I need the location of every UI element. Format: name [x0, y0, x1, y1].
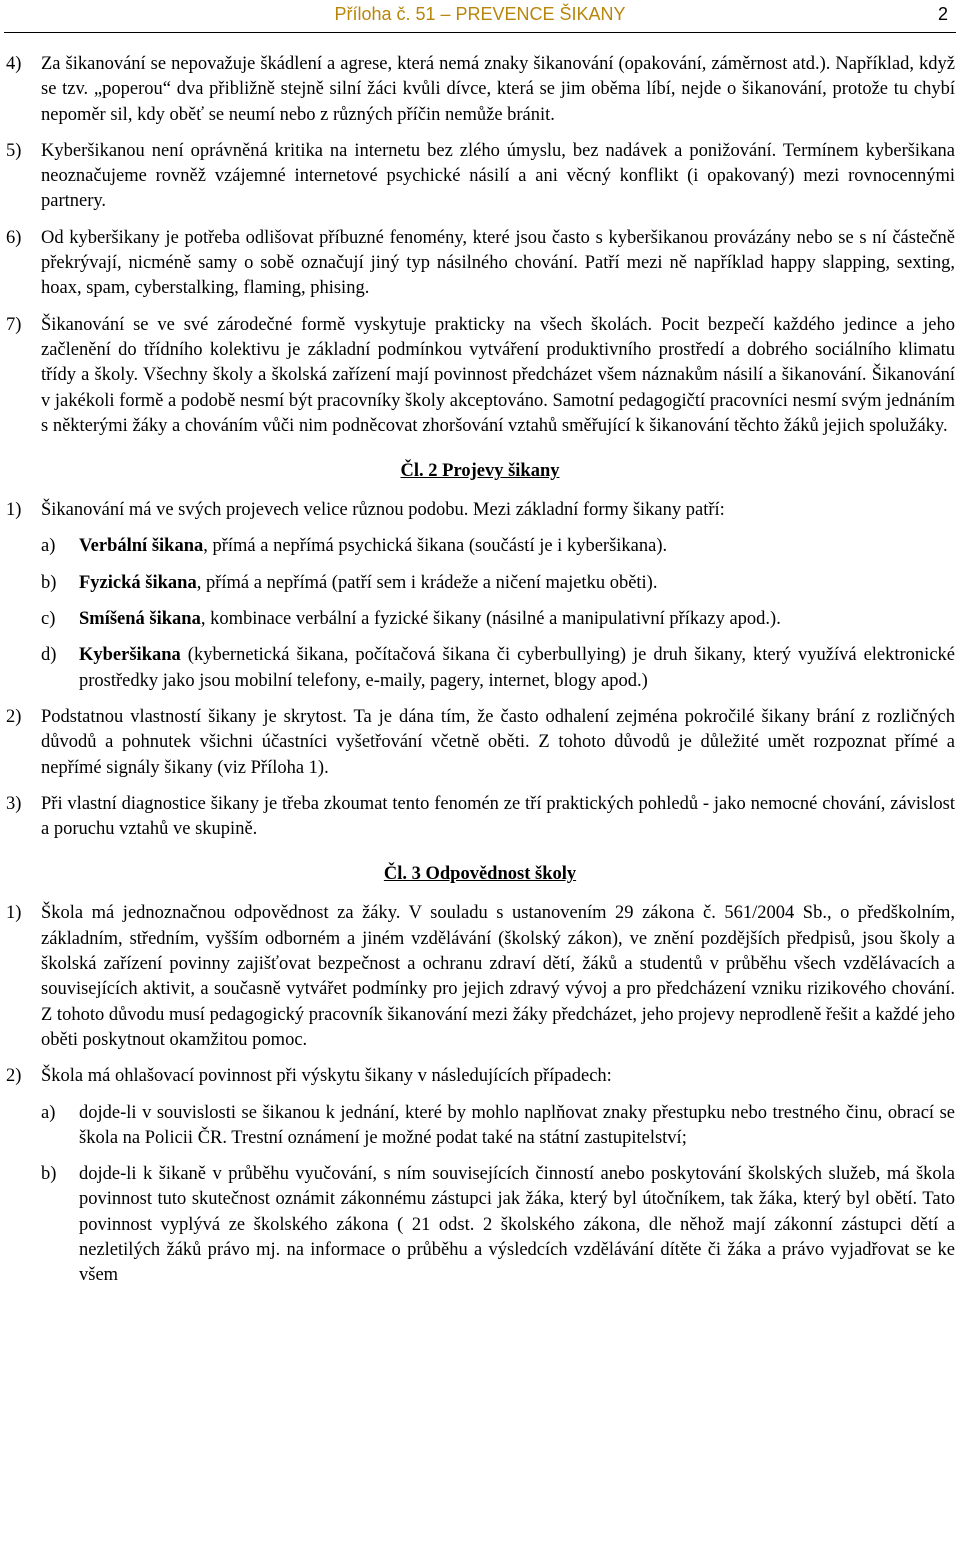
paragraph-text: Šikanování má ve svých projevech velice různou podobu. Mezi základní formy šikany patří: [41, 500, 725, 521]
page-number: 2 [937, 4, 948, 24]
article-2-paragraph-2 [0, 705, 960, 781]
paragraph-text: Podstatnou vlastností šikany je skrytost. Ta je dána tím, že často odhalení zejména pokročilé šikany brání z rozličných důvodů a pohnutek všichni účastníci vyšetřování včetně oběti. Z tohoto důvodů je důležité umět rozpoznat přímé a nepřímé signály šikany (viz Příloha 1). [41, 706, 955, 778]
paragraph-number: 4) [6, 54, 22, 74]
article-3-heading [0, 862, 960, 887]
article-3-title: Čl. 3 Odpovědnost školy [383, 864, 577, 885]
paragraph-number: 1) [6, 500, 22, 521]
item-text: dojde-li k šikaně v průběhu vyučování, s ním souvisejících činností anebo poskytování školských služeb, má škola povinnost tuto skutečnost oznámit zákonnému zástupci jak žáka, který byl útočníkem, tak žáka, který byl obětí. Tato povinnost vyplývá ze školského zákona ( 21 odst. 2 školského zákona, dle něhož mají zákonní zástupci dětí a nezletilých žáků právo mj. na informace o průběhu a výsledcích vzdělávání dítěte či žáka a právo vyjadřovat se ke všem [79, 1164, 955, 1286]
list-item-c [0, 607, 960, 632]
list-marker: d) [41, 645, 57, 666]
paragraph-text: Za šikanování se nepovažuje škádlení a agrese, která nemá znaky šikanování (opakování, záměrnost atd.). Například, když se tzv. „poperou“ dva přibližně stejně silní žáci kvůli dívce, která se jim oběma líbí, nejde o šikanování, protože tu chybí nepoměr sil, kdy oběť se neumí nebo z různých příčin nemůže bránit. [41, 54, 955, 125]
list-marker: b) [41, 1164, 57, 1185]
list-marker: a) [41, 1102, 56, 1123]
paragraph-text: Škola má ohlašovací povinnost při výskytu šikany v následujících případech: [41, 1066, 612, 1087]
article-3-item-a [0, 1101, 960, 1152]
header-title: Příloha č. 51 – PREVENCE ŠIKANY [334, 4, 626, 24]
paragraph-text: Od kyberšikany je potřeba odlišovat příbuzné fenomény, které jsou často s kyberšikanou provázány nebo se s ní částečně překrývají, nicméně samy o sobě označují jiný typ násilného chování. Patří mezi ně například happy slapping, sexting, hoax, spam, cyberstalking, flaming, phising. [41, 227, 955, 299]
paragraph-number: 3) [6, 793, 22, 814]
paragraph-number: 2) [6, 1066, 22, 1087]
term-verbal: Verbální šikana [79, 536, 204, 557]
list-marker: c) [41, 609, 56, 630]
article-2-heading [0, 459, 960, 484]
paragraph-text: Při vlastní diagnostice šikany je třeba zkoumat tento fenomén ze tří praktických pohledů - jako nemocné chování, závislost a poruchu vztahů ve skupině. [41, 793, 955, 840]
item-text: dojde-li v souvislosti se šikanou k jednání, které by mohlo naplňovat znaky přestupku nebo trestného činu, obrací se škola na Policii ČR. Trestní oznámení je možné podat také na státní zastupitelství; [79, 1102, 955, 1148]
article-3-paragraph-2 [0, 1064, 960, 1089]
list-item-b [0, 571, 960, 596]
list-item-a [0, 534, 960, 559]
paragraph-4 [0, 52, 960, 128]
article-2-paragraph-3 [0, 792, 960, 843]
paragraph-number: 2) [6, 706, 22, 727]
paragraph-text: Kyberšikanou není oprávněná kritika na internetu bez zlého úmyslu, bez nadávek a ponižování. Termínem kyberšikana neoznačujeme rovněž vzájemné internetové psychické násilí a ani věcný konflikt (i opakovaný) mezi rovnocennými partnery. [41, 140, 955, 212]
page-header [0, 0, 960, 30]
paragraph-text: Škola má jednoznačnou odpovědnost za žáky. V souladu s ustanovením 29 zákona č. 561/2004 Sb., o předškolním, základním, středním, vyšším odborném a jiném vzdělávání (školský zákon), ve znění pozdějších předpisů, jsou školy a školská zařízení povinny zajišťovat bezpečnost a ochranu zdraví dětí, žáků a studentů v průběhu všech vzdělávacích a souvisejících aktivit, a současně vytvářet podmínky pro jejich zdravý vývoj a pro předcházení vzniku rizikového chování. Z tohoto důvodu musí pedagogický pracovník šikanování mezi žáky předcházet, jeho projevy neprodleně řešit a každé jeho oběti poskytnout okamžitou pomoc. [41, 903, 955, 1050]
paragraph-5 [0, 139, 960, 215]
article-2-title: Čl. 2 Projevy šikany [400, 461, 560, 482]
item-text: , přímá a nepřímá psychická šikana (součástí je i kyberšikana). [203, 536, 668, 557]
article-3-item-b [0, 1162, 960, 1288]
term-mixed: Smíšená šikana [79, 609, 201, 630]
paragraph-number: 6) [6, 227, 22, 248]
paragraph-number: 1) [6, 903, 22, 924]
paragraph-number: 7) [6, 314, 22, 335]
document-body [0, 52, 960, 1300]
paragraph-text: Šikanování se ve své zárodečné formě vyskytuje prakticky na všech školách. Pocit bezpečí každého jedince a jeho začlenění do třídního kolektivu je základní podmínkou vytváření produktivního prostředí a dobrého sociálního klimatu třídy a školy. Všechny školy a školská zařízení mají povinnost předcházet všem náznakům násilí a šikanování. Šikanování v jakékoli formě a podobě nesmí být pracovníky školy akceptováno. Samotní pedagogičtí pracovníci nesmí svým jednáním s některými žáky a chováním vůči nim podněcovat zhoršování vztahů směřující k šikanování těchto žáků jejich spolužáky. [41, 314, 955, 436]
term-cyber: Kyberšikana [79, 645, 181, 666]
paragraph-number: 5) [6, 140, 22, 161]
paragraph-7 [0, 313, 960, 439]
list-marker: b) [41, 572, 57, 593]
article-2-paragraph-1 [0, 498, 960, 523]
item-text: , kombinace verbální a fyzické šikany (násilné a manipulativní příkazy apod.). [200, 609, 781, 630]
term-physical: Fyzická šikana [79, 572, 197, 593]
item-text: , přímá a nepřímá (patří sem i krádeže a ničení majetku oběti). [196, 572, 658, 593]
header-divider [4, 32, 956, 33]
list-item-d [0, 643, 960, 694]
paragraph-6 [0, 226, 960, 302]
list-marker: a) [41, 536, 56, 557]
item-text: (kybernetická šikana, počítačová šikana či cyberbullying) je druh šikany, který využívá elektronické prostředky jako jsou mobilní telefony, e-maily, pagery, internet, blogy apod.) [79, 645, 955, 691]
article-3-paragraph-1 [0, 901, 960, 1053]
